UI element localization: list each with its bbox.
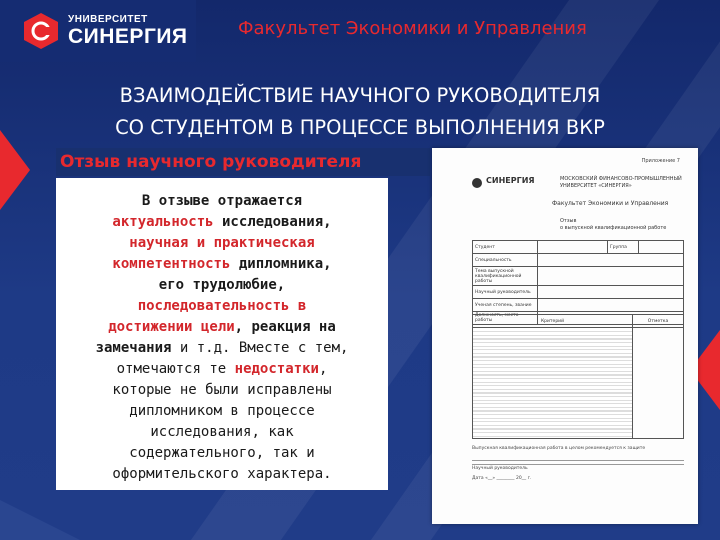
body-text: , реакция на xyxy=(234,319,336,335)
body-text: В отзыве отражается xyxy=(141,193,303,209)
doc-criteria-text xyxy=(473,328,633,439)
body-text: которые не были исправлены xyxy=(112,382,332,398)
highlight-text: актуальность xyxy=(112,214,214,230)
doc-row-label: Специальность xyxy=(473,254,538,267)
doc-mark-header: Отметка xyxy=(633,315,684,328)
doc-criteria-table xyxy=(472,314,684,439)
doc-date: Дата «__» ________ 20__ г. xyxy=(472,476,532,481)
highlight-text: недостатки xyxy=(234,361,319,377)
logo-bottom-text: СИНЕРГИЯ xyxy=(68,25,188,48)
doc-row-label: Группа xyxy=(608,241,639,254)
doc-cell xyxy=(633,328,684,439)
doc-appendix-label: Приложение 7 xyxy=(641,158,680,164)
doc-review-sub: о выпускной квалификационной работе xyxy=(560,225,667,231)
doc-cell xyxy=(639,241,684,254)
doc-university-name: МОСКОВСКИЙ ФИНАНСОВО-ПРОМЫШЛЕННЫЙ УНИВЕРСИТЕТ «СИНЕРГИЯ» xyxy=(560,176,682,189)
doc-logo-text: СИНЕРГИЯ xyxy=(486,176,535,185)
highlight-text: достижении цели xyxy=(108,319,235,335)
doc-cell xyxy=(538,267,684,286)
body-text: замечания xyxy=(95,340,172,356)
corner-triangle xyxy=(0,500,80,540)
doc-cell xyxy=(538,299,684,312)
body-text: исследования, xyxy=(213,214,332,230)
section-heading: Отзыв научного руководителя xyxy=(60,152,362,172)
doc-row-label: Научный руководитель xyxy=(473,286,538,299)
doc-info-table xyxy=(472,240,684,325)
body-text: дипломника, xyxy=(230,256,332,272)
doc-cell xyxy=(538,241,608,254)
highlight-text: компетентность xyxy=(112,256,231,272)
body-text: , xyxy=(318,361,328,377)
body-text: отмечаются те xyxy=(116,361,235,377)
body-text: исследования, как xyxy=(150,424,294,440)
red-chevron-left xyxy=(0,130,30,210)
doc-conclusion: Выпускная квалификационная работа в целом рекомендуется к защите xyxy=(472,446,646,451)
slide-title-line-1: ВЗАИМОДЕЙСТВИЕ НАУЧНОГО РУКОВОДИТЕЛЯ xyxy=(119,84,601,107)
body-text: его трудолюбие, xyxy=(158,277,286,293)
doc-row-label: Ученая степень, звание xyxy=(473,299,538,312)
doc-cell xyxy=(538,286,684,299)
highlight-text: последовательность в xyxy=(137,298,307,314)
doc-logo-icon xyxy=(472,178,482,188)
review-form-image xyxy=(432,148,698,524)
faculty-title: Факультет Экономики и Управления xyxy=(238,18,587,39)
doc-row-label: Студент xyxy=(473,241,538,254)
doc-cell xyxy=(538,254,684,267)
slide-title-line-2: СО СТУДЕНТОМ В ПРОЦЕССЕ ВЫПОЛНЕНИЯ ВКР xyxy=(115,116,605,139)
highlight-text: научная и практическая xyxy=(129,235,315,251)
doc-review-label: Отзыв xyxy=(560,218,577,224)
synergy-logo-icon xyxy=(22,12,60,50)
doc-row-label: Должность, место работы xyxy=(473,312,538,325)
body-text: содержательного, так и xyxy=(129,445,315,461)
doc-row-label: Тема выпускной квалификационной работы xyxy=(473,267,538,286)
logo-top-text: УНИВЕРСИТЕТ xyxy=(68,14,148,25)
university-logo[interactable] xyxy=(0,0,196,62)
body-paragraph xyxy=(60,191,384,485)
doc-criteria-header: Критерий xyxy=(473,315,633,328)
body-text: дипломником в процессе xyxy=(129,403,315,419)
doc-faculty: Факультет Экономики и Управления xyxy=(552,200,669,207)
body-text: оформительского характера. xyxy=(112,466,332,482)
doc-supervisor-sign: Научный руководитель xyxy=(472,466,528,471)
body-text: и т.д. Вместе с тем, xyxy=(171,340,349,356)
doc-review-title xyxy=(560,218,666,232)
